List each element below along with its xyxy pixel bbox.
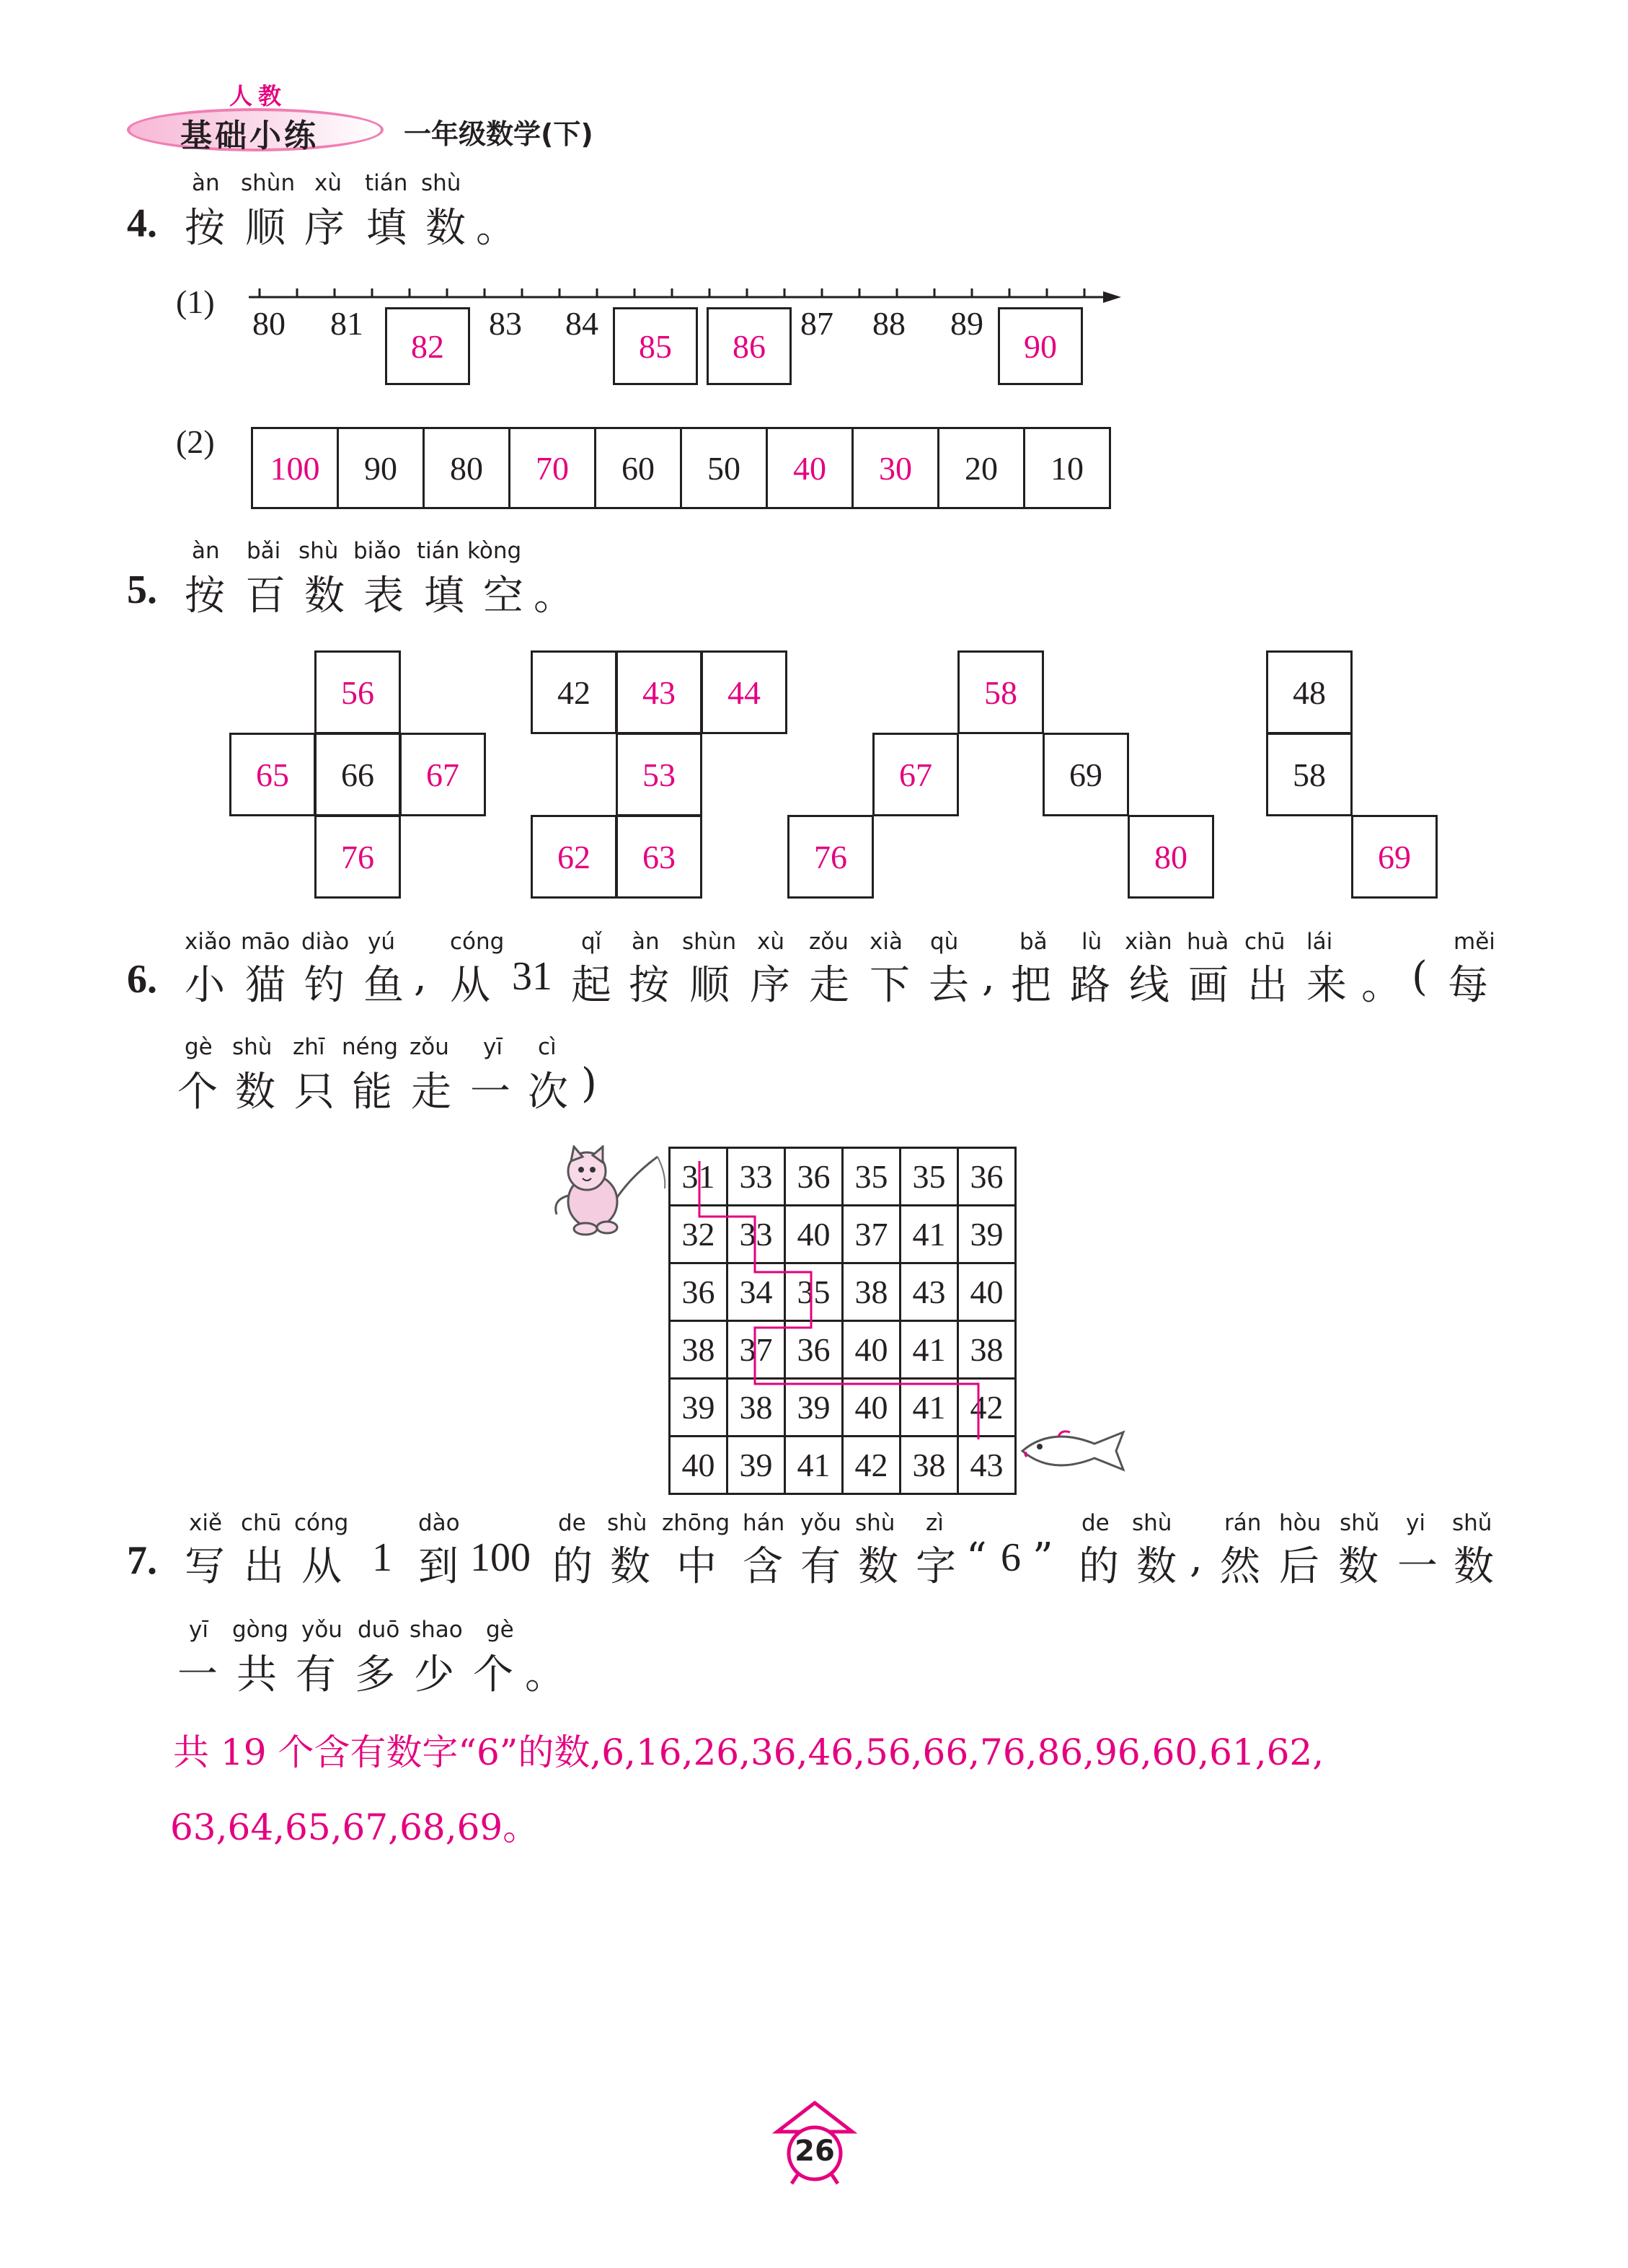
hundreds-cell: 44 [701, 650, 787, 734]
maze-cell: 39 [785, 1379, 843, 1437]
pinyin: shùn [241, 170, 296, 196]
hanzi: 起 [571, 962, 611, 1009]
publisher-label: 人教 [229, 82, 288, 110]
hanzi: , [414, 953, 427, 1000]
maze-cell: 33 [727, 1148, 785, 1206]
maze-cell: 37 [843, 1206, 901, 1263]
hanzi: 走 [809, 962, 849, 1009]
maze-cell: 37 [727, 1321, 785, 1379]
pinyin: xià [870, 929, 903, 955]
pinyin: shù [607, 1510, 647, 1536]
answer-box: 82 [385, 307, 470, 385]
maze-cell: 35 [901, 1148, 958, 1206]
hundreds-cell: 76 [787, 815, 874, 899]
hanzi: 序 [750, 962, 790, 1009]
pinyin: cóng [294, 1510, 349, 1536]
maze-cell: 39 [727, 1437, 785, 1494]
pinyin: shù [232, 1034, 273, 1060]
hanzi: 的 [552, 1543, 593, 1590]
pinyin: qù [930, 929, 959, 955]
sequence-table [251, 427, 1111, 509]
maze-cell: 35 [843, 1148, 901, 1206]
maze-cell: 34 [727, 1263, 785, 1321]
hanzi: 数 [235, 1069, 275, 1116]
pinyin: yī [189, 1617, 208, 1643]
question-number: 6. [127, 957, 157, 1002]
maze-cell: 41 [901, 1206, 958, 1263]
maze-cell: 32 [670, 1206, 727, 1263]
series-title: 基础小练 [180, 118, 319, 154]
hanzi: 数 [610, 1543, 650, 1590]
sequence-cell: 50 [682, 429, 768, 507]
pinyin: xiàn [1125, 929, 1172, 955]
pinyin: xù [757, 929, 784, 955]
hanzi: 写 [185, 1543, 225, 1590]
pinyin: shǔ [1340, 1510, 1380, 1536]
hundreds-cell: 42 [531, 650, 617, 734]
maze-cell: 36 [670, 1263, 727, 1321]
pinyin: māo [241, 929, 291, 955]
maze-cell: 39 [670, 1379, 727, 1437]
maze-cell: 38 [958, 1321, 1016, 1379]
pinyin: lù [1081, 929, 1102, 955]
pinyin: xù [314, 170, 342, 196]
pinyin: zì [926, 1510, 944, 1536]
hanzi: , [982, 953, 995, 1000]
hanzi: 线 [1129, 962, 1169, 1009]
maze-cell: 33 [727, 1206, 785, 1263]
pinyin: dào [418, 1510, 460, 1536]
answer-box: 85 [613, 307, 698, 385]
hanzi: 按 [185, 205, 225, 252]
answer-text: 63,64,65,67,68,69。 [170, 1806, 539, 1848]
answer-text: 共 19 个含有数字“6”的数,6,16,26,36,46,56,66,76,86,96,60,61,62, [173, 1731, 1324, 1773]
number-line-value: 87 [800, 305, 833, 342]
number-line-value: 88 [872, 305, 906, 342]
pinyin: àn [192, 538, 220, 564]
number-line-value: 84 [565, 305, 598, 342]
hanzi: 序 [304, 205, 345, 252]
hanzi: 出 [1247, 962, 1288, 1009]
hanzi: 个 [473, 1651, 513, 1698]
pinyin: měi [1454, 929, 1495, 955]
hanzi: 按 [629, 962, 669, 1009]
maze-cell: 40 [843, 1321, 901, 1379]
pinyin: bǎ [1019, 929, 1048, 955]
page-number: 26 [795, 2135, 835, 2168]
pinyin: àn [632, 929, 660, 955]
pinyin: xiǎo [185, 929, 231, 955]
hundreds-cell: 66 [314, 733, 401, 816]
pinyin: tián [417, 538, 460, 564]
hanzi: 下 [870, 962, 910, 1009]
hanzi: 次 [528, 1069, 568, 1116]
pinyin: yǒu [800, 1510, 841, 1536]
maze-cell: 40 [958, 1263, 1016, 1321]
maze-cell: 42 [843, 1437, 901, 1494]
answer-box: 86 [707, 307, 792, 385]
part-label: (2) [176, 423, 215, 460]
sequence-cell: 70 [510, 429, 596, 507]
number-line-value: 83 [489, 305, 522, 342]
hanzi: 然 [1220, 1543, 1260, 1590]
pinyin: yi [1406, 1510, 1425, 1536]
hanzi: 中 [676, 1543, 717, 1590]
pinyin: néng [342, 1034, 399, 1060]
pinyin: lái [1306, 929, 1333, 955]
hanzi: 。 [476, 205, 516, 252]
hanzi: ( [1412, 953, 1428, 1000]
hanzi: 后 [1279, 1543, 1319, 1590]
pinyin: qǐ [581, 929, 602, 955]
maze-cell: 41 [901, 1379, 958, 1437]
hanzi: 字 [916, 1543, 956, 1590]
maze-row [670, 1206, 1016, 1263]
hundreds-cell: 48 [1266, 650, 1353, 734]
maze-cell: 38 [727, 1379, 785, 1437]
hanzi: 鱼 [363, 962, 404, 1009]
question-number: 4. [127, 201, 157, 246]
sequence-cell: 40 [768, 429, 854, 507]
hanzi: 数 [1136, 1543, 1177, 1590]
number-line-value: 89 [950, 305, 983, 342]
cat-fishing-illustration [542, 1145, 669, 1239]
hanzi: 31 [512, 954, 552, 999]
hanzi: 从 [450, 962, 490, 1009]
hanzi: 多 [355, 1651, 395, 1698]
hundreds-cell: 67 [872, 733, 959, 816]
hanzi: 6 [1001, 1535, 1021, 1580]
maze-cell: 42 [958, 1379, 1016, 1437]
hanzi: 空 [483, 573, 523, 619]
hanzi: 来 [1306, 962, 1347, 1009]
pinyin: shao [410, 1617, 463, 1643]
hundreds-cell: 80 [1128, 815, 1214, 899]
number-line [245, 281, 1125, 310]
maze-cell: 43 [901, 1263, 958, 1321]
hanzi: 顺 [689, 962, 730, 1009]
fish-illustration [1015, 1422, 1131, 1480]
maze-row [670, 1148, 1016, 1206]
hanzi: 。 [525, 1651, 565, 1698]
hanzi: 顺 [245, 205, 286, 252]
maze-row [670, 1321, 1016, 1379]
sequence-cell: 60 [596, 429, 682, 507]
maze-cell: 36 [958, 1148, 1016, 1206]
maze-cell: 39 [958, 1206, 1016, 1263]
hanzi: 有 [800, 1543, 841, 1590]
maze-cell: 36 [785, 1321, 843, 1379]
hanzi: 。 [534, 573, 574, 619]
maze-cell: 41 [785, 1437, 843, 1494]
hanzi: 个 [177, 1069, 218, 1116]
pinyin: gòng [232, 1617, 288, 1643]
number-line-value: 81 [330, 305, 363, 342]
hanzi: 小 [185, 962, 225, 1009]
maze-cell: 38 [901, 1437, 958, 1494]
pinyin: cì [538, 1034, 557, 1060]
pinyin: yǒu [301, 1617, 342, 1643]
hanzi: 数 [1338, 1543, 1379, 1590]
hanzi: 一 [177, 1651, 218, 1698]
sequence-cell: 20 [939, 429, 1025, 507]
maze-cell: 38 [670, 1321, 727, 1379]
number-line-value: 80 [252, 305, 286, 342]
hanzi: 从 [301, 1543, 342, 1590]
maze-row [670, 1263, 1016, 1321]
pinyin: diào [301, 929, 350, 955]
hanzi: 路 [1070, 962, 1110, 1009]
hanzi: 百 [245, 573, 286, 619]
hanzi: 少 [414, 1651, 454, 1698]
sequence-cell: 10 [1050, 449, 1084, 487]
pinyin: gè [185, 1034, 213, 1060]
pinyin: hán [743, 1510, 785, 1536]
pinyin: huà [1187, 929, 1229, 955]
hundreds-cell: 65 [229, 733, 316, 816]
hanzi: 共 [236, 1651, 277, 1698]
pinyin: zǒu [410, 1034, 449, 1060]
hanzi: ) [581, 1060, 597, 1107]
hanzi: 去 [929, 962, 969, 1009]
hanzi: 数 [425, 205, 466, 252]
maze-cell: 41 [901, 1321, 958, 1379]
hundreds-cell: 69 [1351, 815, 1438, 899]
sequence-cell: 100 [253, 429, 339, 507]
hanzi: 数 [1454, 1543, 1494, 1590]
hanzi: 只 [294, 1069, 335, 1116]
pinyin: gè [486, 1617, 514, 1643]
pinyin: cóng [450, 929, 505, 955]
pinyin: de [558, 1510, 586, 1536]
hanzi: ” [1032, 1535, 1053, 1581]
pinyin: rán [1224, 1510, 1262, 1536]
hanzi: 出 [244, 1543, 284, 1590]
hanzi: 含 [743, 1543, 783, 1590]
maze-cell: 40 [843, 1379, 901, 1437]
hundreds-cell: 67 [399, 733, 486, 816]
hundreds-cell: 43 [616, 650, 702, 734]
pinyin: shù [421, 170, 461, 196]
pinyin: chū [1244, 929, 1286, 955]
hanzi: 一 [470, 1069, 510, 1116]
pinyin: zǒu [809, 929, 849, 955]
pinyin: àn [192, 170, 220, 196]
hanzi: 按 [185, 573, 225, 619]
sequence-cell: 80 [425, 429, 510, 507]
hanzi: 数 [304, 573, 345, 619]
answer-box: 90 [998, 307, 1083, 385]
hanzi: 能 [352, 1069, 392, 1116]
pinyin: shùn [682, 929, 737, 955]
maze-cell: 40 [785, 1206, 843, 1263]
number-maze [668, 1147, 1017, 1495]
pinyin: yú [368, 929, 395, 955]
hanzi: , [1190, 1535, 1203, 1581]
hanzi: 表 [363, 573, 404, 619]
pinyin: zhōng [662, 1510, 730, 1536]
hanzi: 填 [366, 205, 407, 252]
hanzi: 的 [1079, 1543, 1119, 1590]
part-label: (1) [176, 283, 215, 320]
pinyin: zhī [293, 1034, 325, 1060]
maze-cell: 40 [670, 1437, 727, 1494]
hanzi: 钓 [304, 962, 345, 1009]
hanzi: 画 [1188, 962, 1229, 1009]
pinyin: de [1081, 1510, 1110, 1536]
hundreds-cell: 58 [1266, 733, 1353, 816]
maze-row [670, 1437, 1016, 1494]
hanzi: 到 [418, 1543, 459, 1590]
hanzi: 猫 [245, 962, 286, 1009]
pinyin: shǔ [1452, 1510, 1492, 1536]
hundreds-cell: 56 [314, 650, 401, 734]
maze-cell: 43 [958, 1437, 1016, 1494]
maze-cell: 38 [843, 1263, 901, 1321]
pinyin: kòng [467, 538, 522, 564]
pinyin: xiě [189, 1510, 223, 1536]
pinyin: tián [365, 170, 408, 196]
hundreds-cell: 76 [314, 815, 401, 899]
pinyin: yī [483, 1034, 503, 1060]
hanzi: 填 [424, 573, 464, 619]
hundreds-cell: 58 [957, 650, 1044, 734]
hanzi: 有 [296, 1651, 336, 1698]
maze-cell: 31 [670, 1148, 727, 1206]
pinyin: shù [855, 1510, 895, 1536]
sequence-cell: 30 [854, 429, 939, 507]
hanzi: 。 [1361, 962, 1402, 1009]
hanzi: 把 [1011, 962, 1051, 1009]
maze-cell: 36 [785, 1148, 843, 1206]
pinyin: shù [1132, 1510, 1172, 1536]
hanzi: 一 [1397, 1543, 1438, 1590]
book-title: 一年级数学(下) [404, 118, 593, 150]
sequence-cell: 90 [339, 429, 425, 507]
pinyin: bǎi [247, 538, 281, 564]
maze-row [670, 1379, 1016, 1437]
hanzi: 每 [1448, 962, 1488, 1009]
pinyin: duō [358, 1617, 400, 1643]
question-number: 7. [127, 1538, 157, 1583]
hundreds-cell: 63 [616, 815, 702, 899]
pinyin: biǎo [353, 538, 402, 564]
hundreds-cell: 53 [616, 733, 702, 816]
hundreds-cell: 69 [1043, 733, 1129, 816]
hanzi: 1 [372, 1535, 392, 1580]
hanzi: “ [966, 1535, 987, 1581]
hanzi: 数 [858, 1543, 898, 1590]
pinyin: hòu [1279, 1510, 1322, 1536]
question-number: 5. [127, 568, 157, 612]
maze-cell: 35 [785, 1263, 843, 1321]
hundreds-cell: 62 [531, 815, 617, 899]
pinyin: chū [241, 1510, 282, 1536]
hanzi: 100 [470, 1535, 531, 1580]
hanzi: 走 [411, 1069, 451, 1116]
pinyin: shù [298, 538, 339, 564]
